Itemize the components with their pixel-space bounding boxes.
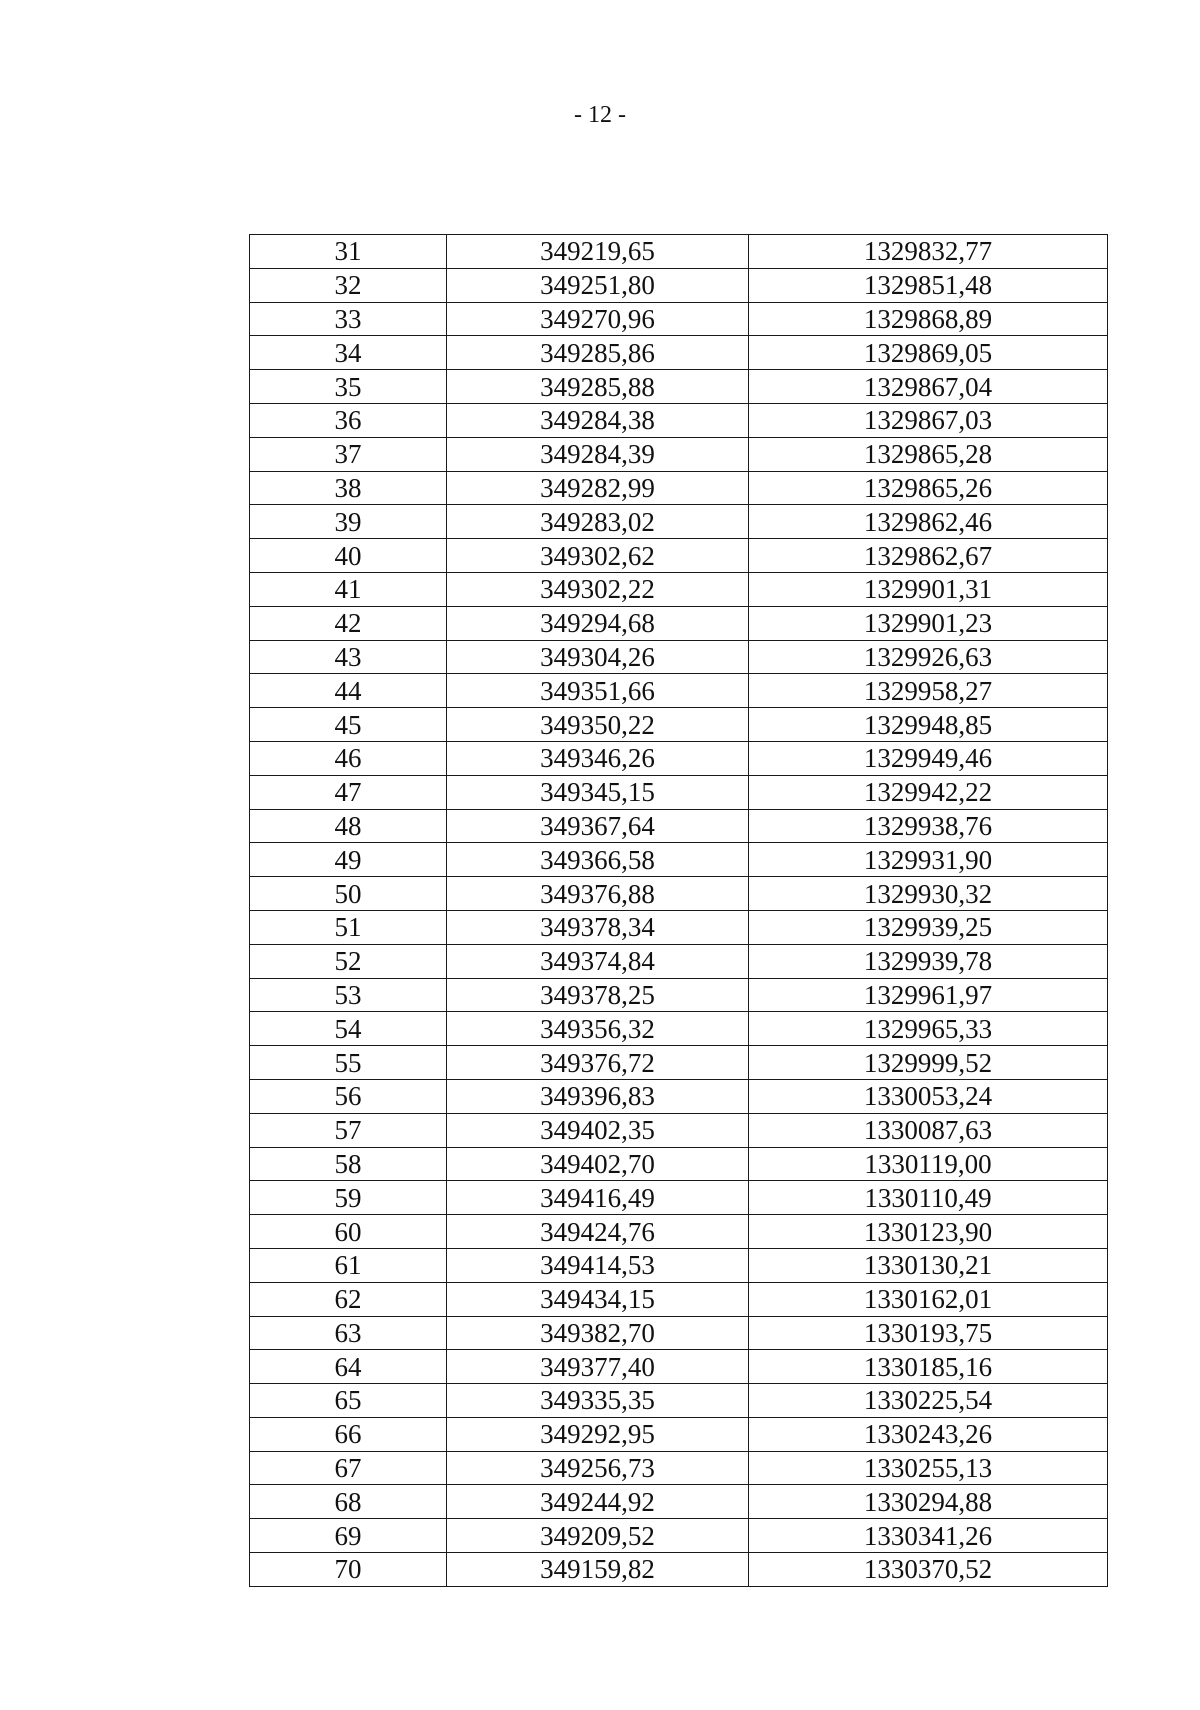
x-coordinate-cell: 349285,88 bbox=[447, 370, 749, 404]
point-number-cell: 35 bbox=[250, 370, 447, 404]
y-coordinate-cell: 1330341,26 bbox=[749, 1519, 1108, 1553]
table-row bbox=[250, 1215, 1108, 1249]
y-coordinate-cell: 1329939,25 bbox=[749, 910, 1108, 944]
x-coordinate-cell: 349366,58 bbox=[447, 843, 749, 877]
x-coordinate-cell: 349376,88 bbox=[447, 877, 749, 911]
x-coordinate-cell: 349402,35 bbox=[447, 1113, 749, 1147]
y-coordinate-cell: 1330087,63 bbox=[749, 1113, 1108, 1147]
x-coordinate-cell: 349256,73 bbox=[447, 1451, 749, 1485]
y-coordinate-cell: 1329901,31 bbox=[749, 572, 1108, 606]
table-row bbox=[250, 640, 1108, 674]
x-coordinate-cell: 349292,95 bbox=[447, 1417, 749, 1451]
point-number-cell: 56 bbox=[250, 1079, 447, 1113]
point-number-cell: 50 bbox=[250, 877, 447, 911]
point-number-cell: 41 bbox=[250, 572, 447, 606]
x-coordinate-cell: 349251,80 bbox=[447, 268, 749, 302]
y-coordinate-cell: 1330255,13 bbox=[749, 1451, 1108, 1485]
x-coordinate-cell: 349424,76 bbox=[447, 1215, 749, 1249]
x-coordinate-cell: 349304,26 bbox=[447, 640, 749, 674]
x-coordinate-cell: 349382,70 bbox=[447, 1316, 749, 1350]
y-coordinate-cell: 1329868,89 bbox=[749, 302, 1108, 336]
y-coordinate-cell: 1329949,46 bbox=[749, 741, 1108, 775]
table-row bbox=[250, 1485, 1108, 1519]
point-number-cell: 53 bbox=[250, 978, 447, 1012]
y-coordinate-cell: 1329862,46 bbox=[749, 505, 1108, 539]
point-number-cell: 60 bbox=[250, 1215, 447, 1249]
table-row bbox=[250, 437, 1108, 471]
table-row bbox=[250, 1384, 1108, 1418]
point-number-cell: 68 bbox=[250, 1485, 447, 1519]
table-row bbox=[250, 944, 1108, 978]
point-number-cell: 62 bbox=[250, 1282, 447, 1316]
point-number-cell: 43 bbox=[250, 640, 447, 674]
table-row bbox=[250, 1350, 1108, 1384]
y-coordinate-cell: 1330370,52 bbox=[749, 1553, 1108, 1587]
table-row bbox=[250, 674, 1108, 708]
point-number-cell: 34 bbox=[250, 336, 447, 370]
table-row bbox=[250, 370, 1108, 404]
table-row bbox=[250, 1553, 1108, 1587]
x-coordinate-cell: 349302,22 bbox=[447, 572, 749, 606]
y-coordinate-cell: 1329869,05 bbox=[749, 336, 1108, 370]
point-number-cell: 70 bbox=[250, 1553, 447, 1587]
x-coordinate-cell: 349283,02 bbox=[447, 505, 749, 539]
y-coordinate-cell: 1330294,88 bbox=[749, 1485, 1108, 1519]
x-coordinate-cell: 349302,62 bbox=[447, 539, 749, 573]
y-coordinate-cell: 1330193,75 bbox=[749, 1316, 1108, 1350]
table-row bbox=[250, 1248, 1108, 1282]
x-coordinate-cell: 349270,96 bbox=[447, 302, 749, 336]
point-number-cell: 37 bbox=[250, 437, 447, 471]
x-coordinate-cell: 349285,86 bbox=[447, 336, 749, 370]
y-coordinate-cell: 1329851,48 bbox=[749, 268, 1108, 302]
point-number-cell: 49 bbox=[250, 843, 447, 877]
x-coordinate-cell: 349209,52 bbox=[447, 1519, 749, 1553]
table-row bbox=[250, 336, 1108, 370]
y-coordinate-cell: 1329942,22 bbox=[749, 775, 1108, 809]
table-row bbox=[250, 1147, 1108, 1181]
y-coordinate-cell: 1329931,90 bbox=[749, 843, 1108, 877]
table-row bbox=[250, 843, 1108, 877]
point-number-cell: 48 bbox=[250, 809, 447, 843]
point-number-cell: 65 bbox=[250, 1384, 447, 1418]
point-number-cell: 33 bbox=[250, 302, 447, 336]
y-coordinate-cell: 1329948,85 bbox=[749, 708, 1108, 742]
table-row bbox=[250, 539, 1108, 573]
point-number-cell: 36 bbox=[250, 403, 447, 437]
table-row bbox=[250, 910, 1108, 944]
table-row bbox=[250, 235, 1108, 269]
point-number-cell: 42 bbox=[250, 606, 447, 640]
point-number-cell: 57 bbox=[250, 1113, 447, 1147]
y-coordinate-cell: 1329832,77 bbox=[749, 235, 1108, 269]
x-coordinate-cell: 349374,84 bbox=[447, 944, 749, 978]
x-coordinate-cell: 349376,72 bbox=[447, 1046, 749, 1080]
point-number-cell: 63 bbox=[250, 1316, 447, 1350]
x-coordinate-cell: 349377,40 bbox=[447, 1350, 749, 1384]
point-number-cell: 32 bbox=[250, 268, 447, 302]
table-row bbox=[250, 1451, 1108, 1485]
x-coordinate-cell: 349346,26 bbox=[447, 741, 749, 775]
y-coordinate-cell: 1329961,97 bbox=[749, 978, 1108, 1012]
x-coordinate-cell: 349378,25 bbox=[447, 978, 749, 1012]
x-coordinate-cell: 349350,22 bbox=[447, 708, 749, 742]
x-coordinate-cell: 349416,49 bbox=[447, 1181, 749, 1215]
x-coordinate-cell: 349345,15 bbox=[447, 775, 749, 809]
point-number-cell: 46 bbox=[250, 741, 447, 775]
table-row bbox=[250, 1282, 1108, 1316]
point-number-cell: 39 bbox=[250, 505, 447, 539]
point-number-cell: 54 bbox=[250, 1012, 447, 1046]
table-row bbox=[250, 1181, 1108, 1215]
y-coordinate-cell: 1329965,33 bbox=[749, 1012, 1108, 1046]
x-coordinate-cell: 349282,99 bbox=[447, 471, 749, 505]
y-coordinate-cell: 1330243,26 bbox=[749, 1417, 1108, 1451]
y-coordinate-cell: 1330119,00 bbox=[749, 1147, 1108, 1181]
point-number-cell: 66 bbox=[250, 1417, 447, 1451]
table-row bbox=[250, 1012, 1108, 1046]
point-number-cell: 51 bbox=[250, 910, 447, 944]
table-row bbox=[250, 708, 1108, 742]
x-coordinate-cell: 349284,38 bbox=[447, 403, 749, 437]
y-coordinate-cell: 1330130,21 bbox=[749, 1248, 1108, 1282]
coordinates-table bbox=[249, 234, 1108, 1587]
point-number-cell: 52 bbox=[250, 944, 447, 978]
x-coordinate-cell: 349356,32 bbox=[447, 1012, 749, 1046]
x-coordinate-cell: 349414,53 bbox=[447, 1248, 749, 1282]
x-coordinate-cell: 349402,70 bbox=[447, 1147, 749, 1181]
table-row bbox=[250, 268, 1108, 302]
x-coordinate-cell: 349434,15 bbox=[447, 1282, 749, 1316]
table-row bbox=[250, 1046, 1108, 1080]
y-coordinate-cell: 1329867,04 bbox=[749, 370, 1108, 404]
x-coordinate-cell: 349351,66 bbox=[447, 674, 749, 708]
y-coordinate-cell: 1330123,90 bbox=[749, 1215, 1108, 1249]
y-coordinate-cell: 1330053,24 bbox=[749, 1079, 1108, 1113]
table-row bbox=[250, 1113, 1108, 1147]
y-coordinate-cell: 1330110,49 bbox=[749, 1181, 1108, 1215]
x-coordinate-cell: 349219,65 bbox=[447, 235, 749, 269]
y-coordinate-cell: 1329939,78 bbox=[749, 944, 1108, 978]
y-coordinate-cell: 1329926,63 bbox=[749, 640, 1108, 674]
table-row bbox=[250, 1079, 1108, 1113]
y-coordinate-cell: 1330162,01 bbox=[749, 1282, 1108, 1316]
point-number-cell: 45 bbox=[250, 708, 447, 742]
point-number-cell: 55 bbox=[250, 1046, 447, 1080]
table-row bbox=[250, 741, 1108, 775]
point-number-cell: 67 bbox=[250, 1451, 447, 1485]
y-coordinate-cell: 1329930,32 bbox=[749, 877, 1108, 911]
y-coordinate-cell: 1329999,52 bbox=[749, 1046, 1108, 1080]
point-number-cell: 40 bbox=[250, 539, 447, 573]
x-coordinate-cell: 349396,83 bbox=[447, 1079, 749, 1113]
y-coordinate-cell: 1329901,23 bbox=[749, 606, 1108, 640]
x-coordinate-cell: 349284,39 bbox=[447, 437, 749, 471]
point-number-cell: 31 bbox=[250, 235, 447, 269]
point-number-cell: 47 bbox=[250, 775, 447, 809]
x-coordinate-cell: 349367,64 bbox=[447, 809, 749, 843]
table-row bbox=[250, 978, 1108, 1012]
table-row bbox=[250, 1316, 1108, 1350]
y-coordinate-cell: 1329867,03 bbox=[749, 403, 1108, 437]
x-coordinate-cell: 349378,34 bbox=[447, 910, 749, 944]
y-coordinate-cell: 1329862,67 bbox=[749, 539, 1108, 573]
table-row bbox=[250, 809, 1108, 843]
table-row bbox=[250, 505, 1108, 539]
table-row bbox=[250, 302, 1108, 336]
point-number-cell: 64 bbox=[250, 1350, 447, 1384]
table-row bbox=[250, 1519, 1108, 1553]
table-row bbox=[250, 775, 1108, 809]
point-number-cell: 44 bbox=[250, 674, 447, 708]
x-coordinate-cell: 349335,35 bbox=[447, 1384, 749, 1418]
y-coordinate-cell: 1329958,27 bbox=[749, 674, 1108, 708]
y-coordinate-cell: 1329865,26 bbox=[749, 471, 1108, 505]
table-row bbox=[250, 471, 1108, 505]
point-number-cell: 61 bbox=[250, 1248, 447, 1282]
point-number-cell: 69 bbox=[250, 1519, 447, 1553]
table-row bbox=[250, 403, 1108, 437]
y-coordinate-cell: 1330225,54 bbox=[749, 1384, 1108, 1418]
point-number-cell: 59 bbox=[250, 1181, 447, 1215]
table-row bbox=[250, 1417, 1108, 1451]
x-coordinate-cell: 349294,68 bbox=[447, 606, 749, 640]
table-row bbox=[250, 572, 1108, 606]
page-number: - 12 - bbox=[574, 102, 626, 128]
x-coordinate-cell: 349159,82 bbox=[447, 1553, 749, 1587]
point-number-cell: 38 bbox=[250, 471, 447, 505]
table-row bbox=[250, 606, 1108, 640]
x-coordinate-cell: 349244,92 bbox=[447, 1485, 749, 1519]
y-coordinate-cell: 1329865,28 bbox=[749, 437, 1108, 471]
y-coordinate-cell: 1330185,16 bbox=[749, 1350, 1108, 1384]
table-row bbox=[250, 877, 1108, 911]
y-coordinate-cell: 1329938,76 bbox=[749, 809, 1108, 843]
coordinates-table-body bbox=[250, 235, 1108, 1587]
point-number-cell: 58 bbox=[250, 1147, 447, 1181]
